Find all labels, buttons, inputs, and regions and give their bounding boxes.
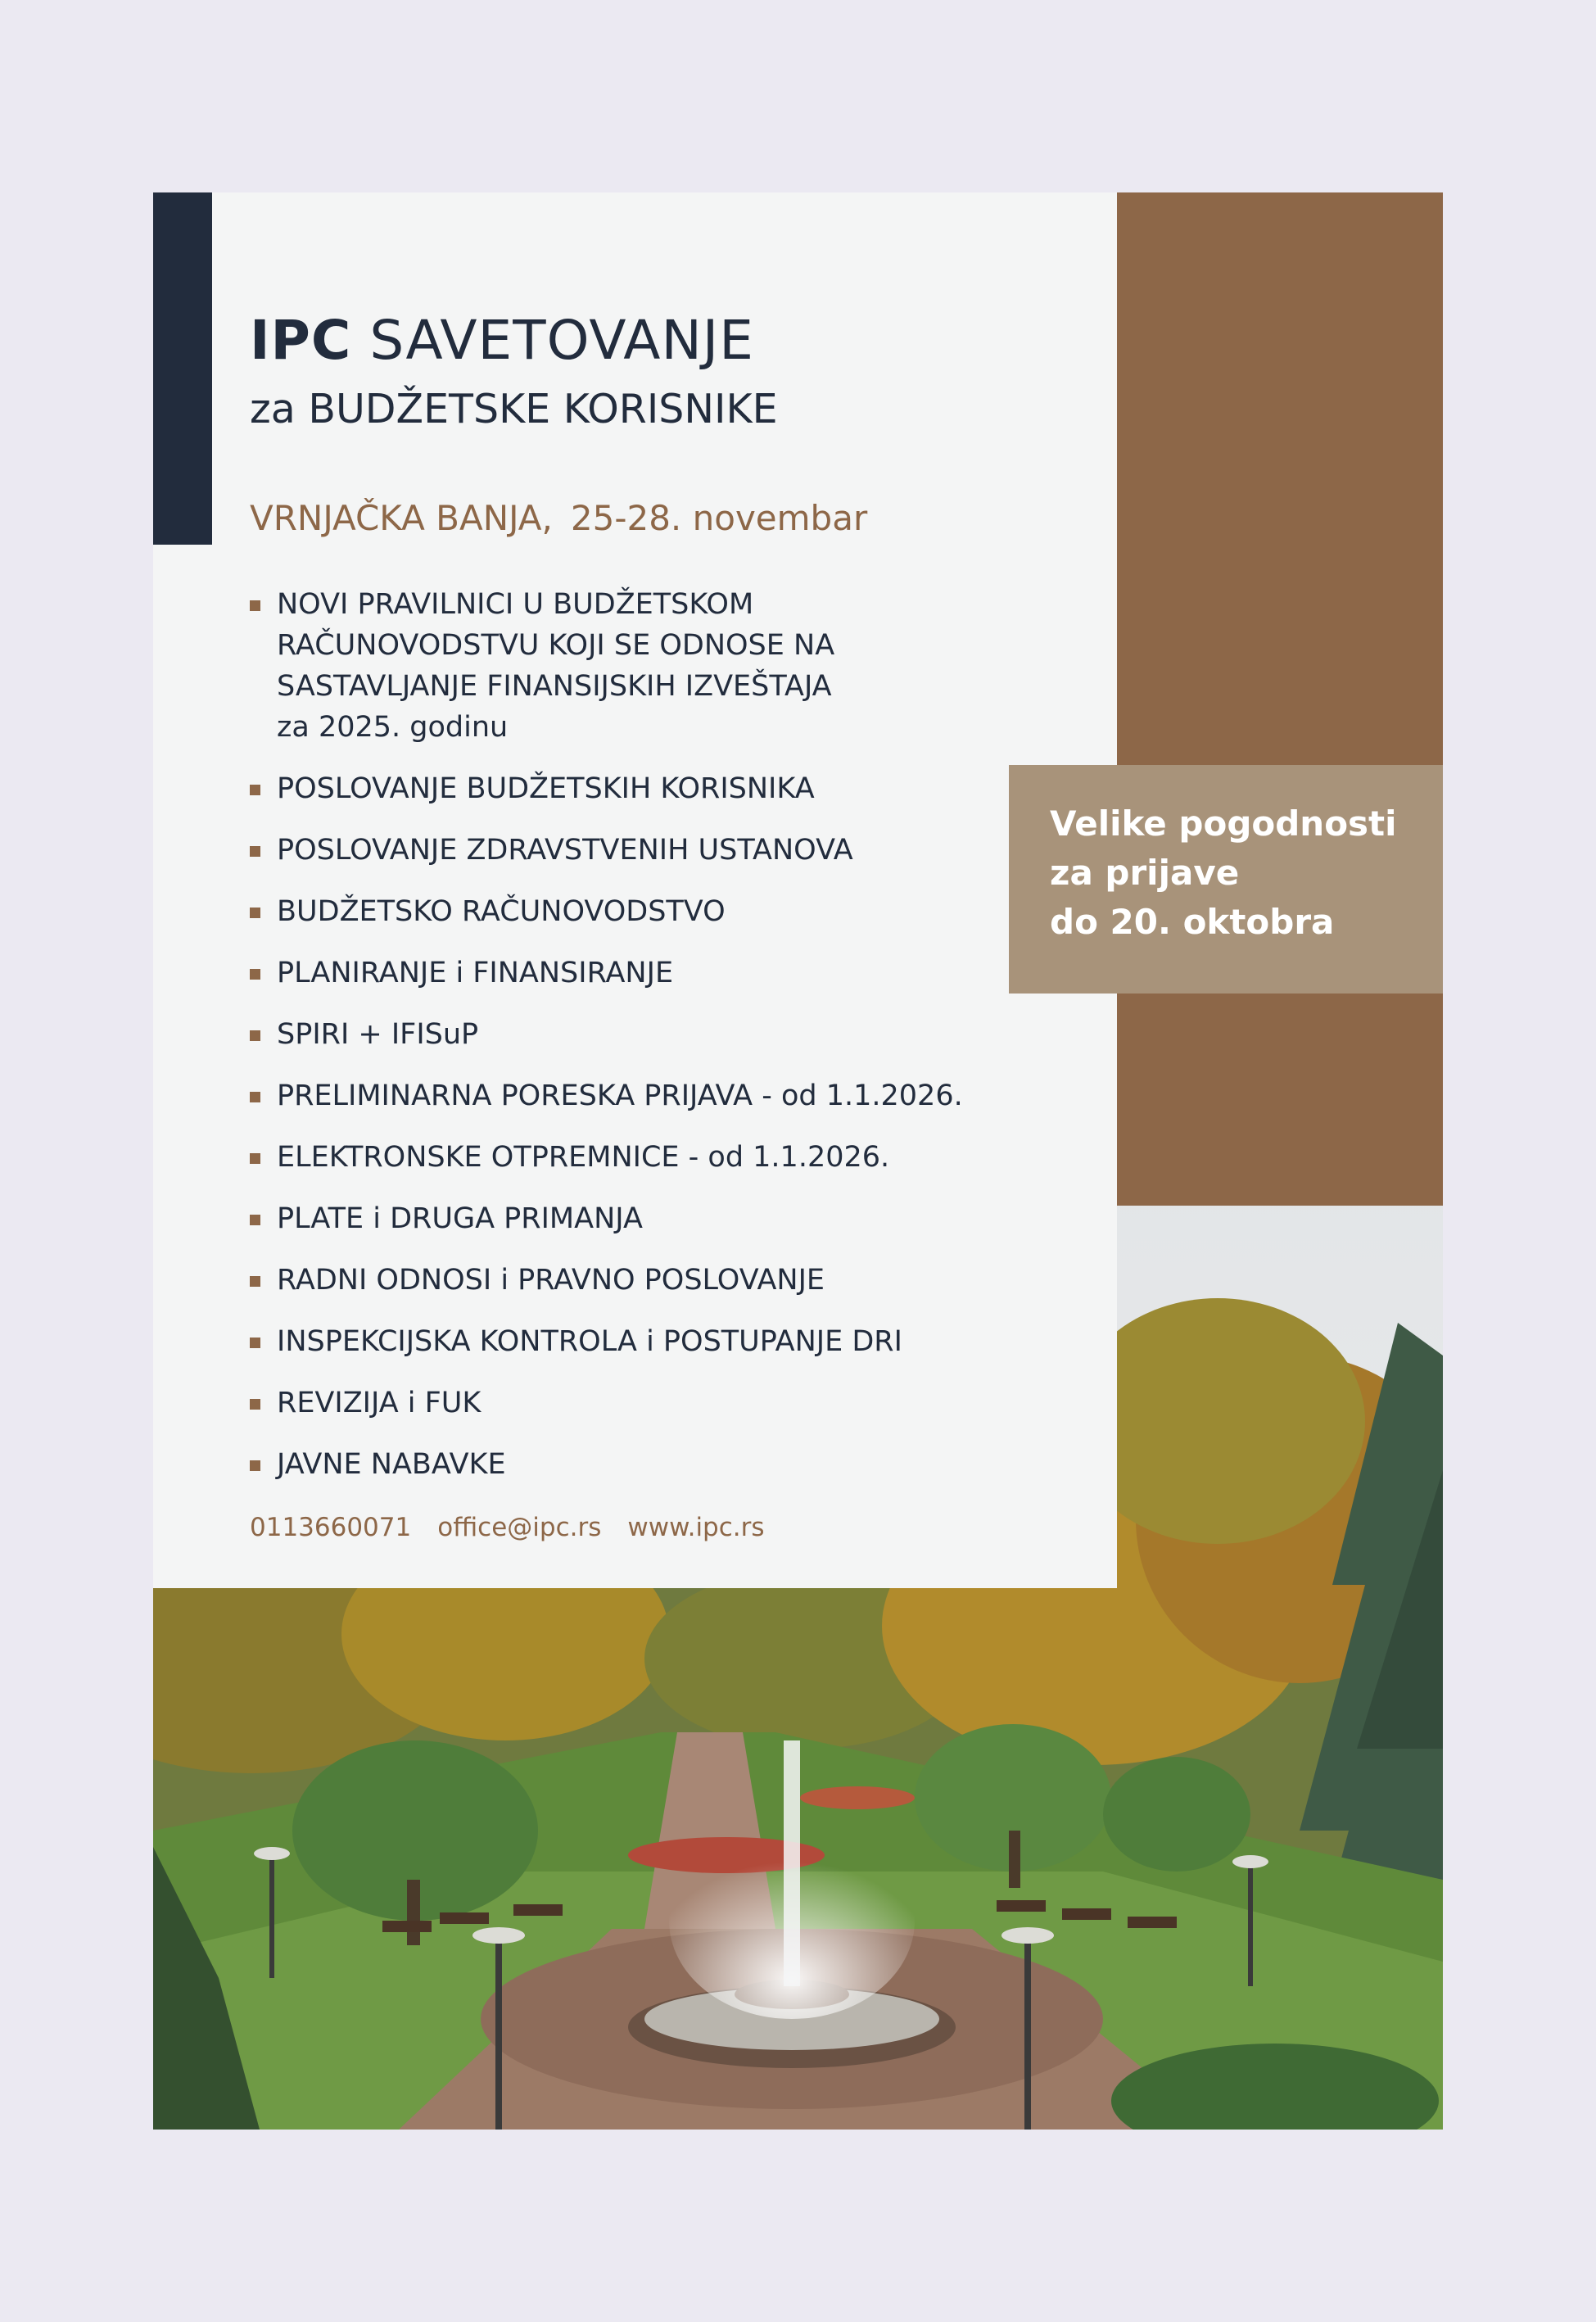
page-title [250, 309, 754, 372]
phone-number: 0113660071 [250, 1513, 412, 1542]
bullet-square-icon [250, 785, 260, 795]
email-link[interactable]: office@ipc.rs [437, 1513, 602, 1542]
list-item [250, 584, 963, 748]
page-subtitle: za BUDŽETSKE KORISNIKE [250, 386, 778, 432]
bullet-square-icon [250, 1460, 260, 1471]
list-item [250, 1137, 963, 1178]
topic-text: BUDŽETSKO RAČUNOVODSTVO [277, 895, 726, 928]
list-item [250, 1444, 963, 1485]
location-name: VRNJAČKA BANJA, [250, 498, 553, 538]
topic-text: JAVNE NABAVKE [277, 1448, 506, 1481]
list-item [250, 1075, 963, 1116]
topic-text: REVIZIJA i FUK [277, 1387, 482, 1419]
topic-text: ELEKTRONSKE OTPREMNICE - od 1.1.2026. [277, 1141, 890, 1174]
bullet-square-icon [250, 1030, 260, 1041]
title-text: SAVETOVANJE [369, 309, 754, 372]
event-location [250, 498, 867, 538]
bullet-square-icon [250, 1153, 260, 1164]
event-dates: 25-28. novembar [570, 498, 868, 538]
topic-text: PLATE i DRUGA PRIMANJA [277, 1202, 643, 1235]
bullet-square-icon [250, 1215, 260, 1225]
content-card [153, 192, 1117, 1588]
list-item [250, 891, 963, 932]
topic-text: INSPEKCIJSKA KONTROLA i POSTUPANJE DRI [277, 1325, 902, 1358]
bullet-square-icon [250, 908, 260, 918]
accent-bar [153, 192, 212, 545]
topic-text: NOVI PRAVILNICI U BUDŽETSKOM RAČUNOVODSTVU KOJI SE ODNOSE NA SASTAVLJANJE FINANSIJSKIH IZVEŠTAJA za 2025. godinu [277, 588, 835, 744]
topic-text: POSLOVANJE BUDŽETSKIH KORISNIKA [277, 772, 815, 805]
topic-text: PRELIMINARNA PORESKA PRIJAVA - od 1.1.2026. [277, 1080, 963, 1112]
list-item [250, 768, 963, 809]
list-item [250, 1014, 963, 1055]
bullet-square-icon [250, 1338, 260, 1348]
bullet-square-icon [250, 1399, 260, 1410]
topic-text: RADNI ODNOSI i PRAVNO POSLOVANJE [277, 1264, 825, 1297]
list-item [250, 1198, 963, 1239]
list-item [250, 830, 963, 871]
bullet-square-icon [250, 1092, 260, 1102]
topic-list [250, 584, 963, 1505]
brown-side-panel [1117, 192, 1443, 1206]
bullet-square-icon [250, 1276, 260, 1287]
bullet-square-icon [250, 600, 260, 611]
topic-text: SPIRI + IFISuP [277, 1018, 479, 1051]
promo-box: Velike pogodnosti za prijave do 20. oktobra [1009, 765, 1443, 994]
website-link[interactable]: www.ipc.rs [627, 1513, 765, 1542]
poster [153, 192, 1443, 2130]
list-item [250, 1383, 963, 1424]
list-item [250, 1321, 963, 1362]
bullet-square-icon [250, 846, 260, 857]
list-item [250, 953, 963, 994]
topic-text: POSLOVANJE ZDRAVSTVENIH USTANOVA [277, 834, 853, 867]
topic-text: PLANIRANJE i FINANSIRANJE [277, 957, 674, 989]
bullet-square-icon [250, 969, 260, 980]
contact-line [250, 1513, 791, 1542]
list-item [250, 1260, 963, 1301]
brand-name: IPC [250, 309, 352, 372]
